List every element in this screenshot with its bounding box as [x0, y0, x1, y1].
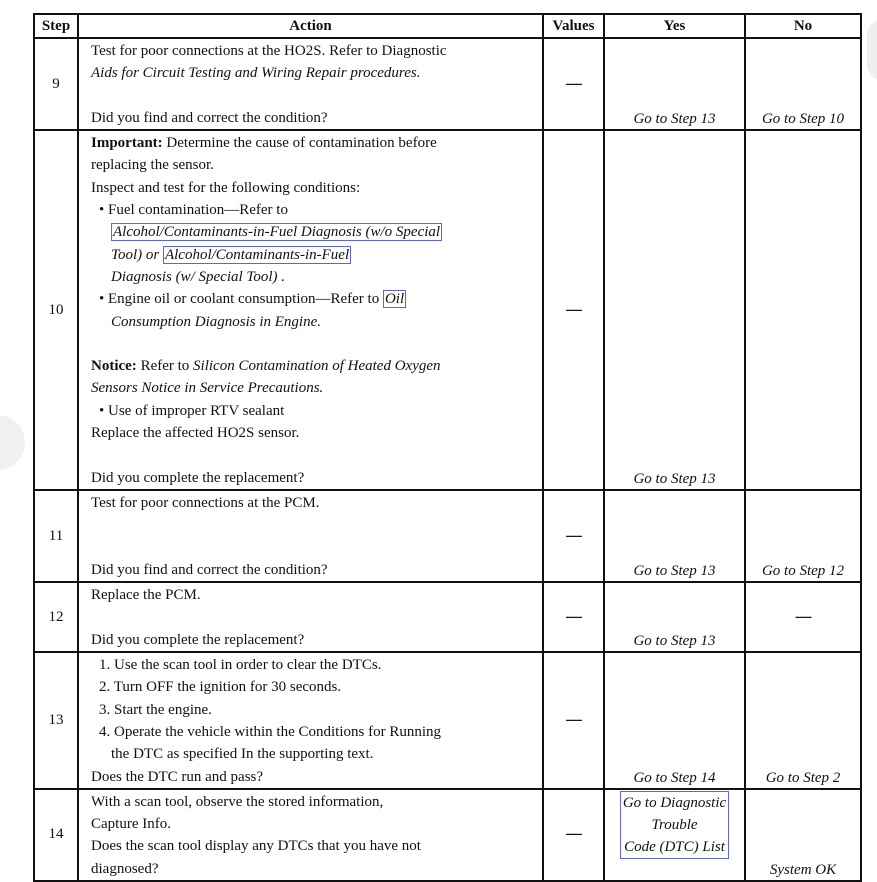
- oil-consumption-link[interactable]: Oil: [384, 291, 405, 308]
- table-row: [34, 490, 861, 582]
- values-cell: ----: [543, 789, 604, 881]
- dtc-list-link[interactable]: [620, 791, 729, 859]
- important-label: Important:: [91, 135, 163, 152]
- header-values: Values: [543, 14, 604, 38]
- no-cell: Go to Step 12: [745, 490, 861, 582]
- table-row: [34, 38, 861, 130]
- action-text: Replace the PCM.: [91, 587, 201, 604]
- action-step: 2. Turn OFF the ignition for 30 seconds.: [99, 679, 342, 696]
- yes-cell: Go to Step 13: [604, 490, 745, 582]
- values-cell: ----: [543, 130, 604, 490]
- action-question: Did you find and correct the condition?: [91, 109, 328, 126]
- yes-cell: Go to Step 13: [604, 130, 745, 490]
- action-text: Does the scan tool display any DTCs that you have not: [91, 838, 421, 855]
- action-text: Replace the affected HO2S sensor.: [91, 425, 300, 442]
- header-action: Action: [78, 14, 543, 38]
- step-number: 13: [34, 652, 78, 789]
- link-text: Go to Diagnostic: [622, 794, 727, 811]
- yes-cell: [604, 789, 745, 881]
- action-text: Tool) or: [111, 246, 163, 263]
- background-decoration: [867, 20, 877, 80]
- action-question: Does the DTC run and pass?: [91, 768, 264, 785]
- step-number: 12: [34, 582, 78, 652]
- fuel-diagnosis-special-tool-link[interactable]: Alcohol/Contaminants-in-Fuel: [164, 246, 350, 263]
- table-row: [34, 652, 861, 789]
- action-question: Did you complete the replacement?: [91, 469, 305, 486]
- action-text: Capture Info.: [91, 816, 171, 833]
- action-text: With a scan tool, observe the stored information,: [91, 793, 384, 810]
- link-text: Code (DTC) List: [624, 838, 725, 855]
- action-text: Fuel contamination—Refer to: [108, 202, 288, 219]
- yes-cell: Go to Step 13: [604, 38, 745, 130]
- action-question: Did you complete the replacement?: [91, 631, 305, 648]
- action-text: Inspect and test for the following conditions:: [91, 179, 361, 196]
- fuel-diagnosis-link[interactable]: Alcohol/Contaminants-in-Fuel Diagnosis (w/o Special: [113, 224, 441, 241]
- table-row: [34, 130, 861, 490]
- bullet-icon: •: [99, 202, 109, 219]
- action-step: 1. Use the scan tool in order to clear the DTCs.: [99, 657, 382, 674]
- background-decoration: [0, 415, 25, 470]
- action-text: Silicon Contamination of Heated Oxygen: [193, 358, 441, 375]
- action-text: Determine the cause of contamination before: [162, 135, 437, 152]
- action-text: Refer to: [136, 358, 194, 375]
- no-cell: System OK: [745, 789, 861, 881]
- action-text: Engine oil or coolant consumption—Refer to: [108, 291, 383, 308]
- action-step: 4. Operate the vehicle within the Conditions for Running: [99, 723, 442, 740]
- header-row: [34, 14, 861, 38]
- notice-label: Notice:: [91, 358, 137, 375]
- no-cell: Go to Step 2: [745, 652, 861, 789]
- action-text: Test for poor connections at the PCM.: [91, 494, 320, 511]
- action-question: diagnosed?: [91, 860, 159, 877]
- action-text: Sensors Notice in Service Precautions.: [91, 380, 324, 397]
- action-text: replacing the sensor.: [91, 157, 214, 174]
- step-number: 11: [34, 490, 78, 582]
- action-cell: [78, 130, 543, 490]
- header-yes: Yes: [604, 14, 745, 38]
- link-text: Trouble: [651, 816, 698, 833]
- action-question: Did you find and correct the condition?: [91, 561, 328, 578]
- yes-cell: Go to Step 13: [604, 582, 745, 652]
- no-cell: [745, 130, 861, 490]
- header-step: Step: [34, 14, 78, 38]
- no-cell: ----: [745, 582, 861, 652]
- action-cell: [78, 490, 543, 582]
- values-cell: ----: [543, 490, 604, 582]
- bullet-icon: •: [99, 402, 109, 419]
- action-cell: [78, 582, 543, 652]
- no-cell: Go to Step 10: [745, 38, 861, 130]
- diagnostic-table: [33, 13, 862, 882]
- action-text: Consumption Diagnosis in Engine.: [111, 313, 322, 330]
- action-text: Aids for Circuit Testing and Wiring Repair procedures.: [91, 65, 421, 82]
- table-row: [34, 789, 861, 881]
- action-text: Diagnosis (w/ Special Tool) .: [111, 268, 286, 285]
- action-cell: [78, 652, 543, 789]
- action-step: 3. Start the engine.: [99, 701, 212, 718]
- action-text: Test for poor connections at the HO2S. Refer to Diagnostic: [91, 43, 447, 59]
- values-cell: ----: [543, 38, 604, 130]
- action-step: the DTC as specified In the supporting text.: [111, 746, 374, 763]
- yes-cell: Go to Step 14: [604, 652, 745, 789]
- step-number: 9: [34, 38, 78, 130]
- step-number: 14: [34, 789, 78, 881]
- header-no: No: [745, 14, 861, 38]
- table-row: [34, 582, 861, 652]
- step-number: 10: [34, 130, 78, 490]
- values-cell: ----: [543, 582, 604, 652]
- bullet-icon: •: [99, 291, 109, 308]
- action-cell: [78, 789, 543, 881]
- action-cell: [78, 38, 543, 130]
- action-text: Use of improper RTV sealant: [108, 402, 285, 419]
- values-cell: ----: [543, 652, 604, 789]
